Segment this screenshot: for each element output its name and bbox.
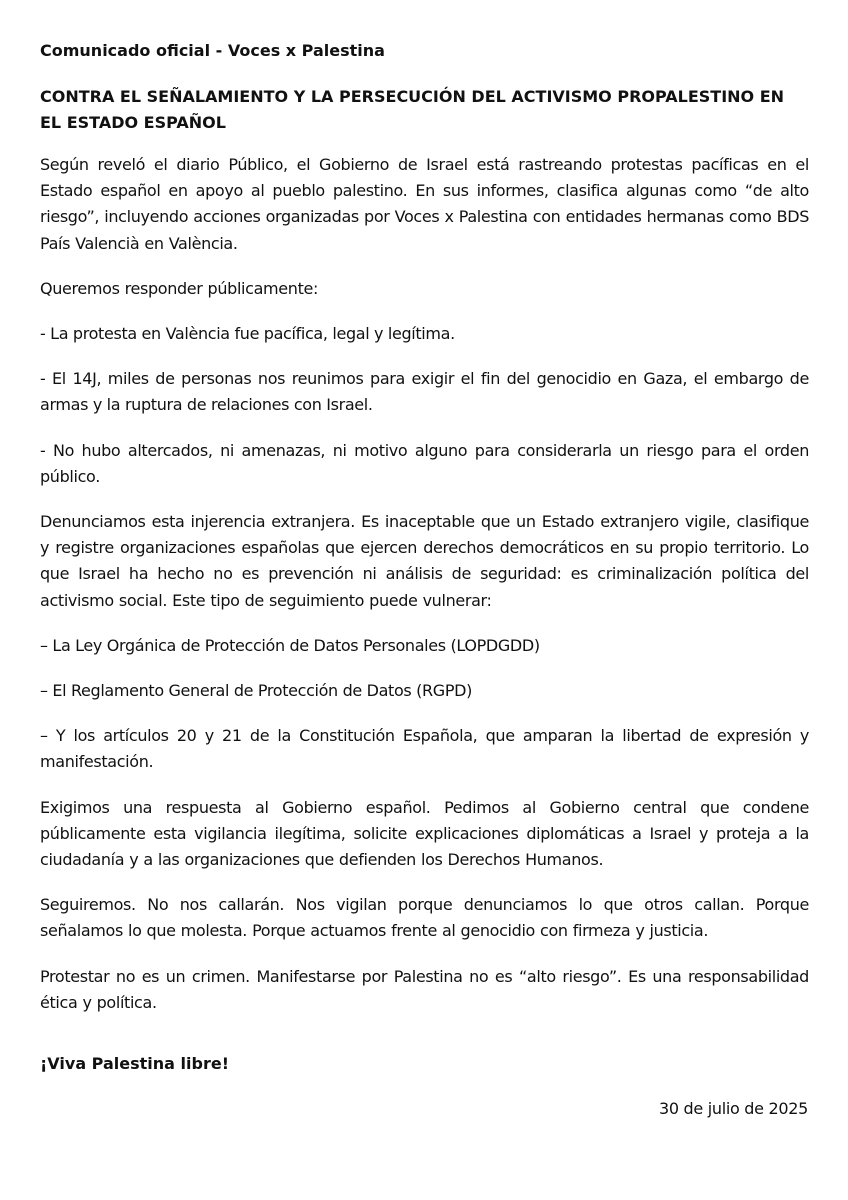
statement-header: Comunicado oficial - Voces x Palestina	[40, 41, 385, 60]
law-item: – Y los artículos 20 y 21 de la Constitución Española, que amparan la libertad de expresión y manifestación.	[40, 726, 809, 772]
conclusion-paragraph: Protestar no es un crimen. Manifestarse por Palestina no es “alto riesgo”. Es una responsabilidad ética y política.	[40, 966, 809, 1012]
statement-title: CONTRA EL SEÑALAMIENTO Y LA PERSECUCIÓN DEL ACTIVISMO PROPALESTINO EN EL ESTADO ESPAÑOL	[40, 87, 785, 132]
response-item: - El 14J, miles de personas nos reunimos para exigir el fin del genocidio en Gaza, el embargo de armas y la ruptura de relaciones con Israel.	[40, 369, 809, 415]
denounce-paragraph: Denunciamos esta injerencia extranjera. Es inaceptable que un Estado extranjero vigile, clasifique y registre organizaciones españolas que ejercen derechos democráticos en su propio territorio. Lo que Israel ha hecho no es prevención ni análisis de seguridad: es criminalización política del activismo social. Este tipo de seguimiento puede vulnerar:	[40, 512, 809, 610]
law-item: – La Ley Orgánica de Protección de Datos Personales (LOPDGDD)	[40, 635, 540, 655]
response-item: - La protesta en València fue pacífica, legal y legítima.	[40, 324, 455, 344]
continue-paragraph: Seguiremos. No nos callarán. Nos vigilan porque denunciamos lo que otros callan. Porque señalamos lo que molesta. Porque actuamos frente al genocidio con firmeza y justicia.	[40, 895, 809, 941]
statement-body	[40, 37, 809, 1016]
law-item: – El Reglamento General de Protección de Datos (RGPD)	[40, 681, 472, 701]
response-item: - No hubo altercados, ni amenazas, ni motivo alguno para considerarla un riesgo para el orden público.	[40, 440, 809, 486]
closing-slogan: ¡Viva Palestina libre!	[40, 1054, 229, 1073]
demand-paragraph: Exigimos una respuesta al Gobierno español. Pedimos al Gobierno central que condene públicamente esta vigilancia ilegítima, solicite explicaciones diplomáticas a Israel y proteja a la ciudadanía y a las organizaciones que defienden los Derechos Humanos.	[40, 797, 809, 870]
statement-date: 30 de julio de 2025	[659, 1099, 808, 1118]
intro-paragraph: Según reveló el diario Público, el Gobierno de Israel está rastreando protestas pacíficas en el Estado español en apoyo al pueblo palestino. En sus informes, clasifica algunas como “de alto riesgo”, incluyendo acciones organizadas por Voces x Palestina con entidades hermanas como BDS País Valencià en València.	[40, 155, 809, 253]
respond-intro-paragraph: Queremos responder públicamente:	[40, 278, 319, 298]
